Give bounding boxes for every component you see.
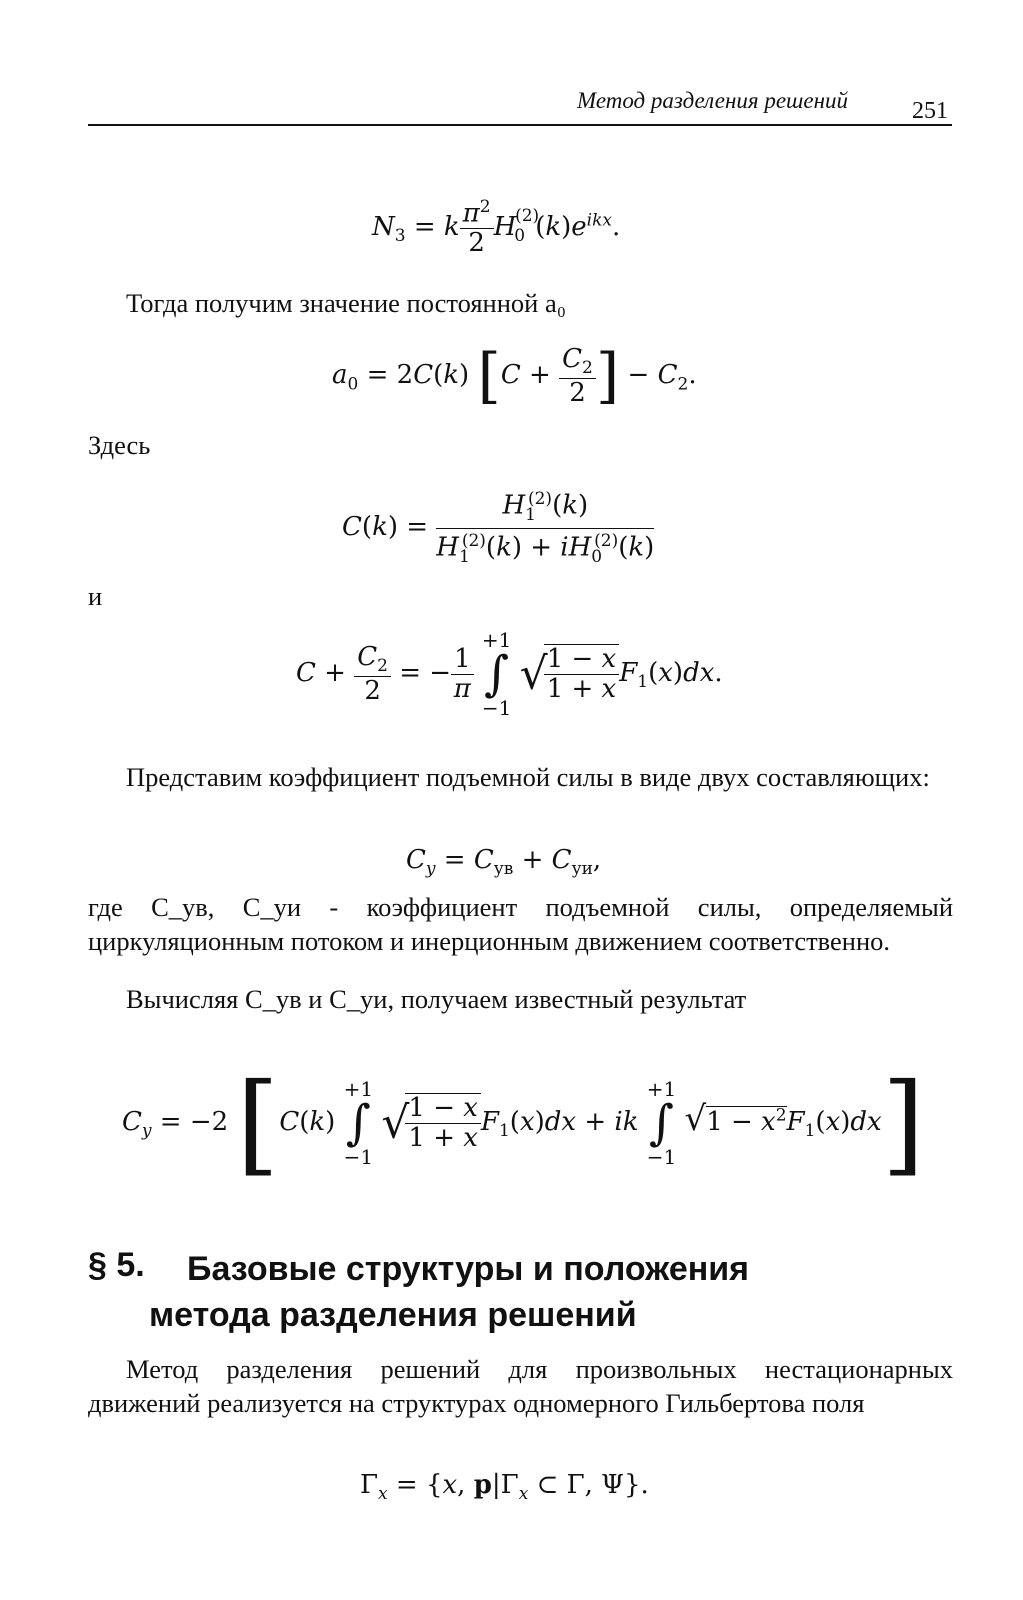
equation-c-plus-c2: C + $\frac{C_2}{2}$ = − $\frac{1}{\pi}$ +1 ∫ −1 √ $\frac{1 - x}{1 + x}$ $F_1(x)dx$. xyxy=(296,628,723,720)
paragraph-lift-components: Представим коэффициент подъемной силы в виде двух составляющих: xyxy=(126,762,930,792)
running-title: Метод разделения решений xyxy=(577,88,849,113)
equation-n3: $N_3 = k$ $\frac{\pi^2}{2}$ $H_0^{(2)}(k)e^{ikx}$. xyxy=(372,197,621,259)
paragraph-method: Метод разделения решений для произвольных нестационарных движений реализуется на структурах одномерного Гильбертова поля xyxy=(88,1354,953,1418)
section-title-line2: метода разделения решений xyxy=(149,1296,637,1334)
paragraph-where: где C_ув, C_уи - коэффициент подъемной силы, определяемый циркуляционным потоком и инерционным движением соответственно. xyxy=(88,892,953,956)
section-title xyxy=(149,1246,750,1338)
paragraph-computing: Вычисляя C_ув и C_уи, получаем известный результат xyxy=(126,984,747,1014)
equation-cy-result: $C_y = -2$ [C(k) +1 ∫ −1 √ $\frac{1 - x}{1 + x}$ $F_1(x)dx$ + ik +1 ∫ −1 $√1 - x^2F_1(x)dx$] xyxy=(122,1059,925,1187)
equation-cy-sum: $C_y = C_{ув} + C_{уи}$, xyxy=(406,845,602,880)
section-number: § 5. xyxy=(88,1246,145,1284)
equation-a0: $a_0 = 2C(k) [C$ + $\frac{C_2}{2}$ ] − $C_2$. xyxy=(332,341,697,412)
page-number: 251 xyxy=(912,98,948,124)
paragraph-here: Здесь xyxy=(88,430,151,460)
paragraph-and: и xyxy=(88,581,103,611)
header-rule xyxy=(88,124,952,126)
section-title-line1: Базовые структуры и положения xyxy=(187,1250,750,1288)
paragraph-a0-intro: Тогда получим значение постоянной a₀ xyxy=(126,288,566,318)
equation-ck: C(k) = $\frac{H_1^{(2)}(k)}{H_1^{(2)}(k) + iH_0^{(2)}(k)}$ xyxy=(342,489,655,567)
equation-gamma: $\Gamma_x = \{x$, $p|\Gamma_x$ ⊂ Γ, Ψ}. xyxy=(360,1470,649,1505)
